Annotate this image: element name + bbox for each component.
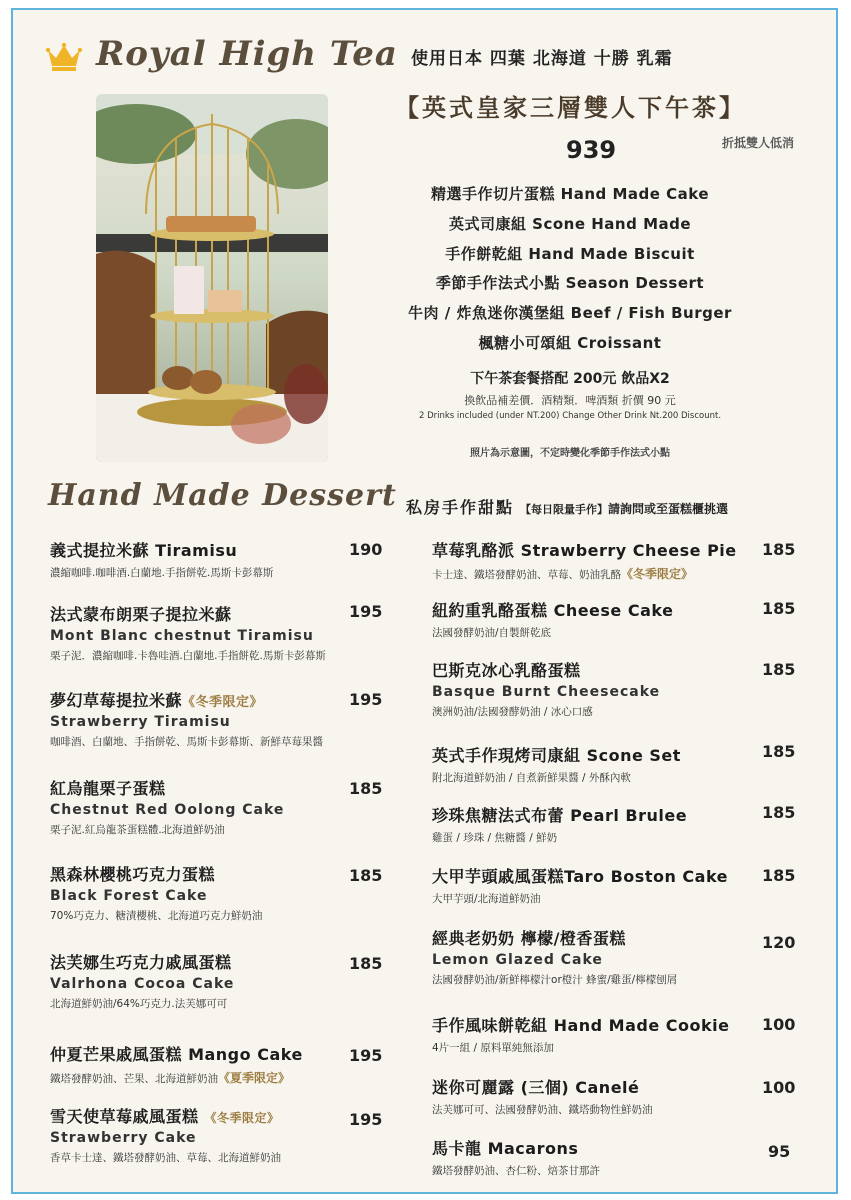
set-price: 939 [566, 136, 617, 164]
menu-item [50, 538, 273, 580]
item-description: 栗子泥.紅烏龍茶蛋糕體.北海道鮮奶油 [50, 824, 225, 836]
season-tag: 《冬季限定》 [621, 567, 694, 581]
item-price: 120 [762, 933, 796, 952]
photo-disclaimer: 照片為示意圖，不定時變化季節手作法式小點 [470, 448, 670, 459]
item-price: 185 [762, 866, 796, 885]
item-english-name: Lemon Glazed Cake [432, 952, 603, 968]
menu-item [50, 1042, 303, 1086]
ask-counter-note: 請詢問或至蛋糕櫃挑選 [608, 502, 729, 516]
item-price: 185 [762, 540, 796, 559]
item-description: 法芙娜可可、法國發酵奶油、鐵塔動物性鮮奶油 [432, 1104, 653, 1116]
set-item-list [380, 180, 760, 359]
item-english-name: Strawberry Cake [50, 1130, 197, 1146]
item-name: 義式提拉米蘇 Tiramisu [50, 541, 238, 560]
set-item: 牛肉 / 炸魚迷你漢堡組 Beef / Fish Burger [408, 304, 732, 323]
item-english-name: Black Forest Cake [50, 888, 208, 904]
set-item: 季節手作法式小點 Season Dessert [435, 274, 705, 293]
item-description: 濃縮咖啡.咖啡酒.白蘭地.手指餅乾.馬斯卡彭幕斯 [50, 567, 274, 579]
dessert-heading [406, 495, 728, 518]
menu-item [50, 602, 326, 663]
item-name: 手作風味餅乾組 Hand Made Cookie [432, 1016, 730, 1035]
item-description: 法國發酵奶油/新鮮檸檬汁or橙汁 蜂蜜/雞蛋/檸檬刨屑 [432, 974, 678, 986]
season-tag: 《夏季限定》 [218, 1071, 291, 1085]
set-item: 手作餅乾組 Hand Made Biscuit [445, 244, 695, 263]
item-price: 190 [349, 540, 383, 559]
menu-item [432, 743, 681, 785]
item-name: 夢幻草莓提拉米蘇 [50, 691, 183, 710]
menu-item [432, 864, 728, 906]
item-name: 仲夏芒果戚風蛋糕 Mango Cake [50, 1045, 303, 1064]
item-price: 195 [349, 1110, 383, 1129]
item-name: 法式蒙布朗栗子提拉米蘇 [50, 605, 232, 624]
menu-item [50, 950, 234, 1011]
item-english-name: Mont Blanc chestnut Tiramisu [50, 628, 314, 644]
item-name: 迷你可麗露 (三個) Canelé [432, 1078, 640, 1097]
item-description: 鐵塔發酵奶油、杏仁粉、焙茶甘那許 [432, 1165, 600, 1177]
item-english-name: Strawberry Tiramisu [50, 714, 231, 730]
drink-english-note: 2 Drinks included (under NT.200) Change Other Drink Nt.200 Discount. [418, 411, 722, 421]
daily-limited-tag: 【每日限量手作】 [520, 503, 609, 516]
menu-item [50, 776, 284, 837]
menu-item [432, 803, 687, 845]
drink-offer: 下午茶套餐搭配 200元 飲品X2 [470, 371, 670, 387]
menu-item [432, 926, 677, 987]
item-description: 咖啡酒、白蘭地、手指餅乾、馬斯卡彭幕斯、新鮮草莓果醬 [50, 736, 323, 748]
high-tea-photo [96, 94, 328, 462]
item-price: 185 [349, 954, 383, 973]
drink-exchange-note: 換飲品補差價．酒精類．啤酒類 折價 90 元 [464, 394, 676, 407]
set-item: 英式司康組 Scone Hand Made [448, 214, 692, 233]
item-description: 雞蛋 / 珍珠 / 焦糖醬 / 鮮奶 [432, 832, 558, 844]
item-name: 馬卡龍 Macarons [432, 1139, 579, 1158]
item-name: 珍珠焦糖法式布蕾 Pearl Brulee [432, 806, 688, 825]
season-tag: 《冬季限定》 [182, 695, 264, 710]
item-price: 185 [762, 599, 796, 618]
crown-icon [46, 42, 82, 72]
menu-item [432, 1075, 653, 1117]
menu-item [50, 1104, 281, 1165]
item-description: 澳洲奶油/法國發酵奶油 / 冰心口感 [432, 706, 593, 718]
item-description: 香草卡士達、鐵塔發酵奶油、草莓、北海道鮮奶油 [50, 1152, 281, 1164]
menu-item [50, 862, 262, 923]
item-name: 經典老奶奶 檸檬/橙香蛋糕 [432, 929, 626, 948]
item-description: 鐵塔發酵奶油、芒果、北海道鮮奶油 [50, 1073, 218, 1085]
item-price: 185 [762, 660, 796, 679]
season-tag: 《冬季限定》 [204, 1111, 280, 1125]
item-price: 185 [349, 779, 383, 798]
menu-item [432, 1013, 729, 1055]
item-description: 栗子泥．濃縮咖啡.卡魯哇酒.白蘭地.手指餅乾.馬斯卡彭幕斯 [50, 650, 326, 662]
item-english-name: Chestnut Red Oolong Cake [50, 802, 285, 818]
item-description: 附北海道鮮奶油 / 自煮新鮮果醬 / 外酥內軟 [432, 772, 631, 784]
item-price: 195 [349, 602, 383, 621]
menu-item [432, 1136, 600, 1178]
item-name: 英式手作現烤司康組 Scone Set [432, 746, 681, 765]
item-name: 雪天使草莓戚風蛋糕 [50, 1107, 199, 1126]
item-english-name: Valrhona Cocoa Cake [50, 976, 235, 992]
item-price: 185 [349, 866, 383, 885]
hand-made-dessert-title: Hand Made Dessert [48, 478, 397, 513]
item-name: 紐約重乳酪蛋糕 Cheese Cake [432, 601, 674, 620]
header-subtitle: 使用日本 四葉 北海道 十勝 乳霜 [411, 49, 673, 69]
item-name: 紅烏龍栗子蛋糕 [50, 779, 166, 798]
item-price: 195 [349, 1046, 383, 1065]
item-name: 大甲芋頭戚風蛋糕Taro Boston Cake [432, 867, 729, 886]
item-name: 黑森林櫻桃巧克力蛋糕 [50, 865, 216, 884]
item-price: 185 [762, 803, 796, 822]
menu-item [432, 658, 660, 719]
item-english-name: Basque Burnt Cheesecake [432, 684, 661, 700]
item-description: 大甲芋頭/北海道鮮奶油 [432, 893, 541, 905]
minimum-charge-note: 折抵雙人低消 [722, 136, 795, 150]
item-price: 195 [349, 690, 383, 709]
item-price: 100 [762, 1015, 796, 1034]
item-price: 185 [762, 742, 796, 761]
item-description: 法國發酵奶油/自製餅乾底 [432, 627, 552, 639]
set-item: 楓糖小可頌組 Croissant [478, 333, 662, 352]
item-name: 法芙娜生巧克力戚風蛋糕 [50, 953, 232, 972]
item-price: 100 [762, 1078, 796, 1097]
item-description: 卡士達、鐵塔發酵奶油、草莓、奶油乳酪 [432, 569, 621, 581]
item-price: 95 [768, 1142, 791, 1161]
item-description: 北海道鮮奶油/64%巧克力.法芙娜可可 [50, 998, 228, 1010]
item-description: 4片一組 / 原料單純無添加 [432, 1042, 554, 1054]
afternoon-tea-banner: 【英式皇家三層雙人下午茶】 [395, 94, 746, 122]
dessert-heading-main: 私房手作甜點 [406, 498, 515, 517]
menu-item [432, 538, 737, 582]
menu-item [50, 688, 323, 749]
item-description: 70%巧克力、糖漬櫻桃、北海道巧克力鮮奶油 [50, 910, 263, 922]
menu-item [432, 598, 673, 640]
set-item: 精選手作切片蛋糕 Hand Made Cake [430, 185, 710, 203]
royal-high-tea-title: Royal High Tea [96, 34, 398, 74]
item-name: 巴斯克冰心乳酪蛋糕 [432, 661, 581, 680]
item-name: 草莓乳酪派 Strawberry Cheese Pie [432, 541, 737, 560]
